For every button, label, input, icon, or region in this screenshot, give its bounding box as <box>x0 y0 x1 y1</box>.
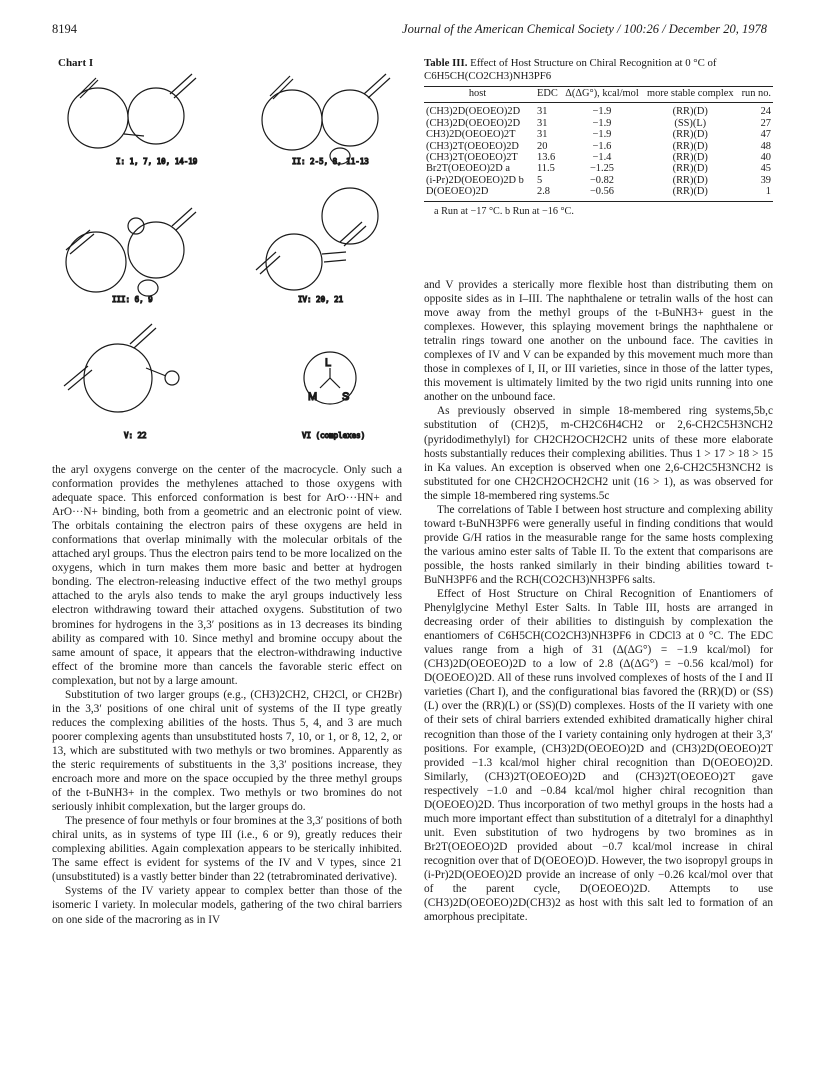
cell-run: 48 <box>760 140 771 152</box>
paragraph: As previously observed in simple 18-membered ring systems,5b,c substitution of (CH2)5, m-CH2C6H4CH2 or 2,6-CH2C5H3NCH2 (pyridodimethylyl) for CH2CH2OCH2CH2 units of these more elaborate hosts substantially reduces their complexing abilities. Thus 1 > 17 > 18 > 15 in Ka values. An exception is observed when one 2,6-CH2C5H3NCH2 is substituted for one CH2CH2OCH2CH2 unit (16 > 1), as was observed for the simple 18-membered ring systems.5c <box>424 405 773 502</box>
cell-run: 39 <box>760 174 771 186</box>
cell-edc: 13.6 <box>537 152 556 164</box>
cell-edc: 5 <box>537 174 543 186</box>
label-IV: IV: 20, 21 <box>298 295 344 304</box>
table-row <box>424 152 773 163</box>
table-row <box>424 103 773 118</box>
cell-host: (CH3)2D(OEOEO)2D <box>426 106 521 118</box>
structure-I <box>68 74 196 148</box>
right-column-text <box>424 278 773 924</box>
structure-V <box>64 324 179 412</box>
label-III: III: 6, 9 <box>112 295 153 304</box>
cell-ddg: −0.56 <box>561 186 642 201</box>
cell-host: (CH3)2D(OEOEO)2D <box>426 117 521 129</box>
paragraph: The presence of four methyls or four bromines at the 3,3′ positions of both chiral units, as in systems of type III (i.e., 6 or 9), greatly reduces their complexing abilities. Again complexation appears to be sterically inhibited. The same effect is evident for systems of the IV and V types, since 21 (unsubstituted) is a vastly better binder than 22 (tetrabrominated derivative). <box>52 815 402 884</box>
col-edc: EDC <box>531 87 561 103</box>
cell-complex: (RR)(D) <box>672 152 708 164</box>
cell-complex: (RR)(D) <box>672 140 708 152</box>
cell-run: 47 <box>760 129 771 141</box>
cell-ddg: −1.4 <box>592 152 612 164</box>
col-run: run no. <box>738 87 773 103</box>
cell-edc: 31 <box>537 117 548 129</box>
chart-structures <box>40 66 422 446</box>
cell-run: 40 <box>760 152 771 164</box>
paragraph: the aryl oxygens converge on the center of the macrocycle. Only such a conformation provides the methylenes attached to those oxygens with adequate space. This enforced conformation is best for ArO···HN+ and ArO···N+ binding, both from a geometric and an electronic point of view. The orbitals containing the electron pairs of these oxygens are held in conformations that overlap minimally with the molecular orbitals of the attached aryl groups. Thus the electron pairs tend to be more localized on the oxygens, which in turn makes them more basic and better at hydrogen bonding. The electron-releasing inductive effect of the two methyl groups attached to the aryls also tends to make the aryl groups inductively less electron withdrawing toward their attached oxygens. Substitution of two bromines for hydrogens in the 3,3′ positions as in 13 decreases its binding ability as compared with 10. Since methyl and bromine occupy about the same amount of space, it appears that the electron-withdrawing inductive effect of the bromine more than cancels the favorable steric effect on complexation, but not by a large amount. <box>52 464 402 687</box>
cell-ddg: −1.25 <box>589 163 614 175</box>
cell-edc: 31 <box>537 106 548 118</box>
cell-complex: (RR)(D) <box>643 186 738 201</box>
cell-edc: 20 <box>537 140 548 152</box>
col-ddg: Δ(ΔG°), kcal/mol <box>561 87 642 103</box>
table-row <box>424 163 773 174</box>
structure-III <box>66 208 196 296</box>
table-footnote: a Run at −17 °C. b Run at −16 °C. <box>434 205 574 217</box>
chart-title: Chart I <box>58 57 94 69</box>
cell-run: 27 <box>760 117 771 129</box>
cell-complex: (RR)(D) <box>672 163 708 175</box>
cell-ddg: −0.82 <box>589 174 614 186</box>
table-row <box>424 186 773 201</box>
cell-complex: (RR)(D) <box>672 174 708 186</box>
left-column-text <box>52 463 402 927</box>
cell-complex: (SS)(L) <box>674 117 707 129</box>
paragraph: Systems of the IV variety appear to complex better than those of the isomeric I variety. In molecular models, gathering of the two chiral barriers on one side of the macroring as in IV <box>52 885 402 926</box>
paragraph: The correlations of Table I between host structure and complexing ability toward t-BuNH3PF6 were generally useful in finding conditions that would provide G/H ratios in the measurable range for the same hosts complexing the various amino ester salts of Table II. To the extent that comparisons are possible, the hosts ranked similarly in their binding abilities toward t-BuNH3PF6 and the RCH(CO2CH3)NH3PF6 salts. <box>424 503 773 586</box>
cell-edc: 31 <box>537 129 548 141</box>
cell-host: (CH3)2T(OEOEO)2T <box>426 152 518 164</box>
table-row <box>424 141 773 152</box>
cell-run: 1 <box>738 186 773 201</box>
label-V: V: 22 <box>124 431 147 440</box>
cell-host: Br2T(OEOEO)2D a <box>426 163 510 175</box>
structure-IV <box>256 188 378 290</box>
table-row <box>424 175 773 186</box>
table-caption-text: Effect of Host Structure on Chiral Recognition at 0 °C of C6H5CH(CO2CH3)NH3PF6 <box>424 57 717 82</box>
col-host: host <box>424 87 531 103</box>
journal-citation: Journal of the American Chemical Society / 100:26 / December 20, 1978 <box>402 22 767 36</box>
cell-edc: 11.5 <box>537 163 555 175</box>
cell-run: 24 <box>760 106 771 118</box>
label-I: I: 1, 7, 10, 14-19 <box>116 157 198 166</box>
cell-complex: (RR)(D) <box>672 129 708 141</box>
data-table <box>424 86 773 202</box>
running-header <box>52 22 767 40</box>
cell-run: 45 <box>760 163 771 175</box>
table-row <box>424 118 773 129</box>
cell-edc: 2.8 <box>531 186 561 201</box>
table-iii <box>424 57 773 217</box>
col-complex: more stable complex <box>643 87 738 103</box>
table-caption-label: Table III. <box>424 57 468 69</box>
cell-host: CH3)2D(OEOEO)2T <box>426 129 516 141</box>
page-number: 8194 <box>52 22 77 36</box>
cell-ddg: −1.6 <box>592 140 612 152</box>
cell-ddg: −1.9 <box>592 117 612 129</box>
cell-complex: (RR)(D) <box>672 106 708 118</box>
cell-host: (CH3)2T(OEOEO)2D <box>426 140 519 152</box>
structure-II <box>262 74 390 164</box>
table-caption <box>424 57 773 82</box>
paragraph: Effect of Host Structure on Chiral Recognition of Enantiomers of Phenylglycine Methyl Ester Salts. In Table III, hosts are arranged in decreasing order of their abilities to distinguish by complexation the enantiomers of C6H5CH(CO2CH3)NH3PF6 in CDCl3 at 0 °C. The EDC values range from a high of 31 (Δ(ΔG°) = −1.9 kcal/mol) for (CH3)2D(OEOEO)2D to a low of 2.8 (Δ(ΔG°) = −0.56 kcal/mol) for D(OEOEO)2D. All of these runs involved complexes of hosts of the I and II varieties (Chart I), and the configurational bias favored the (RR)(D) or (SS)(L) over the (RR)(L) or (SS)(D) complexes. Hosts of the II variety with one of their sets of chiral barriers extended exhibited dramatically higher chiral recognition than those of the I variety containing only hydrogen at their 3,3′ positions. For example, (CH3)2D(OEOEO)2D and (CH3)2D(OEOEO)2T provided −1.3 kcal/mol higher chiral recognition than D(OEOEO)2D. Similarly, (CH3)2T(OEOEO)2D and (CH3)2T(OEOEO)2T gave respectively −1.0 and −0.84 kcal/mol higher chiral recognition than D(OEOEO)2D. Thus incorporation of two methyl groups in the hosts had a much more important effect than substitution of a ditetralyl for a dinaphthyl unit. Even substitution of two hydrogens by two bromines as in Br2T(OEOEO)2D provided about −0.7 kcal/mol increase in chiral recognition over that of D(OEOEO)D. However, the two isopropyl groups in (i-Pr)2D(OEOEO)2D provide an increase of only −0.26 kcal/mol over that of the parent cycle, D(OEOEO)2D. Attempts to use (CH3)2D(OEOEO)2D(CH3)2 as host with this salt led to formation of an amorphous precipitate. <box>424 588 773 924</box>
cell-host: D(OEOEO)2D <box>424 186 531 201</box>
cell-ddg: −1.9 <box>592 106 612 118</box>
paragraph: and V provides a sterically more flexible host than distributing them on opposite sides as in I–III. The naphthalene or tetralin walls of the host can move away from the methyl groups of the t-BuNH3+ guest in the complexes. However, this splaying movement brings the naphthalene or tetralin rings toward one another on the unbound face. The cavities in complexes of IV and V can be expanded by this movement much more than those in complexes of I, II, or III varieties, since in those of the latter types, this movement is ultimately limited by the two rigid units running into one another on the unbound face. <box>424 279 773 404</box>
label-VI: VI (complexes) <box>302 431 366 440</box>
cell-ddg: −1.9 <box>592 129 612 141</box>
label-L: L <box>325 357 332 369</box>
label-II: II: 2-5, 8, 11-13 <box>292 157 369 166</box>
paragraph: Substitution of two larger groups (e.g., (CH3)2CH2, CH2Cl, or CH2Br) in the 3,3′ positions of one chiral unit of systems of the II type greatly reduces the complexing abilities of the hosts. Thus 5, 4, and 3 are much poorer complexing agents than unsubstituted hosts 7, 10, or 1, or 8, 12, 2, or 13, which are substituted with two methyls or two bromines. Apparently as the steric requirements of substituents in the 3,3′ positions increase, they encroach more and more on the space occupied by the three methyl groups of the t-BuNH3+ in the complex. Two methyls or two bromines do not seriously inhibit complexation, but the larger groups do. <box>52 688 402 814</box>
label-M: M <box>308 391 318 403</box>
label-S: S <box>342 391 350 403</box>
table-row <box>424 129 773 140</box>
cell-host: (i-Pr)2D(OEOEO)2D b <box>426 174 524 186</box>
